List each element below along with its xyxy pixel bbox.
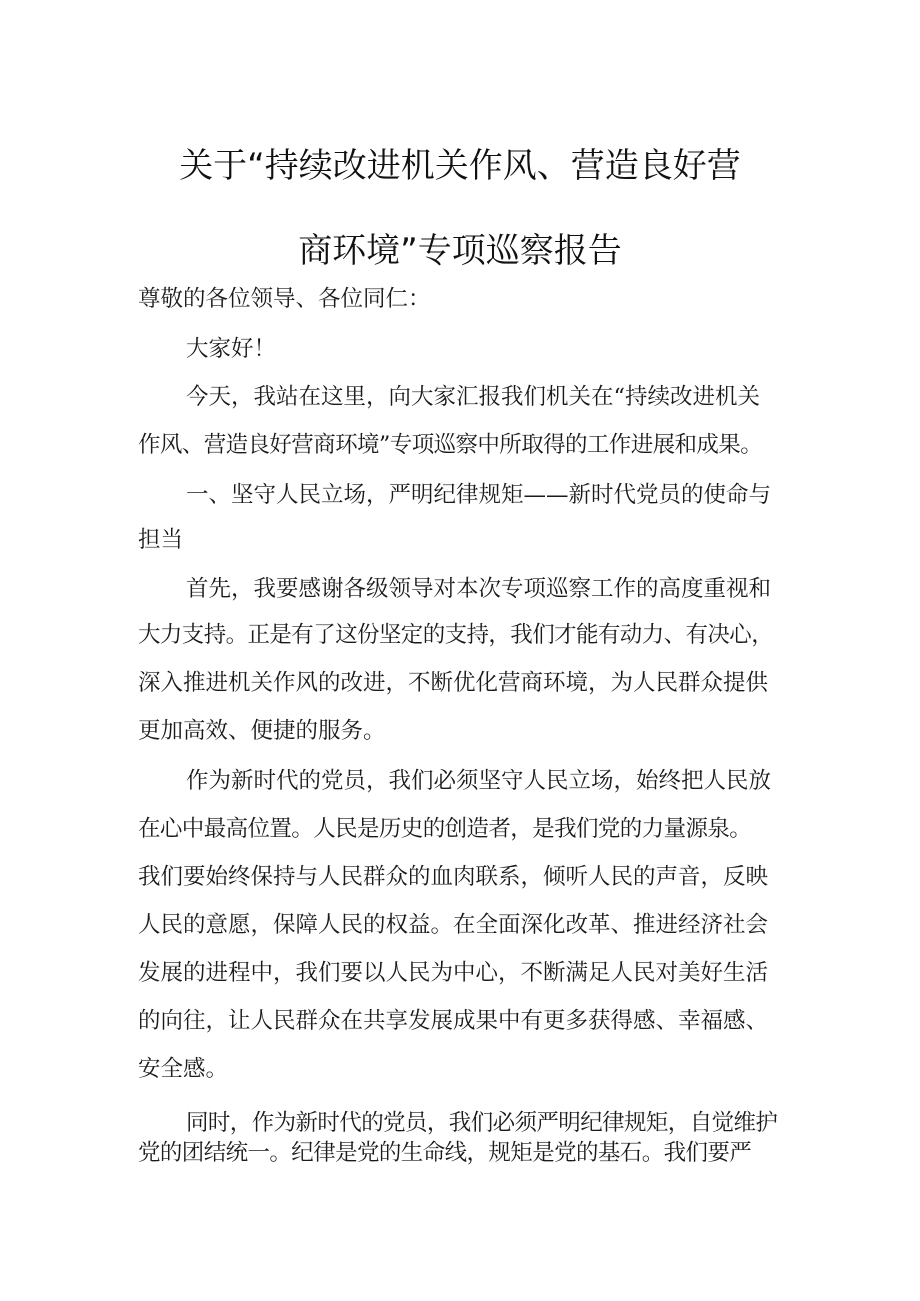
paragraph-1-line-3: 深入推进机关作风的改进，不断优化营商环境，为人民群众提供	[138, 670, 769, 696]
paragraph-2-line-5: 发展的进程中，我们要以人民为中心，不断满足人民对美好生活	[138, 960, 769, 986]
paragraph-3-line-1: 同时，作为新时代的党员，我们必须严明纪律规矩，自觉维护	[186, 1110, 778, 1136]
paragraph-2-line-7: 安全感。	[138, 1056, 229, 1082]
report-title-line-2: 商环境”专项巡察报告	[298, 231, 622, 271]
intro-line-2: 作风、营造良好营商环境”专项巡察中所取得的工作进展和成果。	[138, 432, 763, 458]
paragraph-2-line-4: 人民的意愿，保障人民的权益。在全面深化改革、推进经济社会	[138, 912, 769, 938]
paragraph-2-line-1: 作为新时代的党员，我们必须坚守人民立场，始终把人民放	[186, 768, 772, 794]
paragraph-1-line-2: 大力支持。正是有了这份坚定的支持，我们才能有动力、有决心，	[138, 622, 774, 648]
report-title-line-1: 关于“持续改进机关作风、营造良好营	[179, 146, 741, 186]
intro-line-1: 今天，我站在这里，向大家汇报我们机关在“持续改进机关	[186, 384, 761, 410]
paragraph-2-line-3: 我们要始终保持与人民群众的血肉联系，倾听人民的声音，反映	[138, 864, 769, 890]
paragraph-2-line-2: 在心中最高位置。人民是历史的创造者，是我们党的力量源泉。	[138, 816, 752, 842]
paragraph-1-line-1: 首先，我要感谢各级领导对本次专项巡察工作的高度重视和	[186, 576, 772, 602]
paragraph-3-line-2: 党的团结统一。纪律是党的生命线，规矩是党的基石。我们要严	[138, 1140, 752, 1166]
greeting: 大家好！	[186, 336, 277, 362]
paragraph-1-line-4: 更加高效、便捷的服务。	[138, 718, 386, 744]
paragraph-2-line-6: 的向往，让人民群众在共享发展成果中有更多获得感、幸福感、	[138, 1008, 769, 1034]
section-heading-line-2: 担当	[138, 527, 184, 553]
salutation: 尊敬的各位领导、各位同仁：	[138, 286, 431, 312]
section-heading-line-1: 一、坚守人民立场，严明纪律规矩——新时代党员的使命与	[186, 482, 772, 508]
